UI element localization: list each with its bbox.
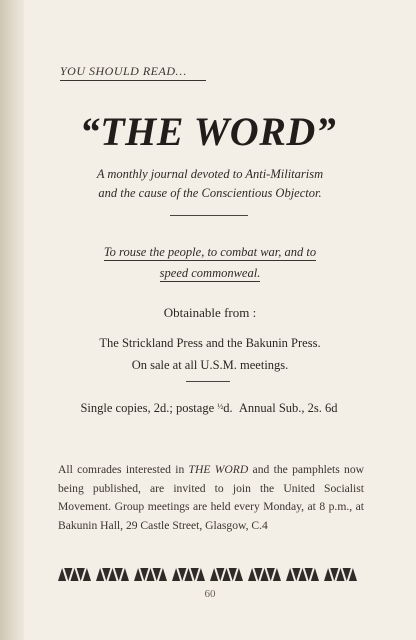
divider-rule (170, 215, 248, 216)
annual-subscription: Annual Sub., 2s. 6d (238, 401, 338, 415)
sources-line-1: The Strickland Press and the Bakunin Press. (99, 336, 321, 350)
subtitle-line-2: and the cause of the Conscientious Objector. (98, 186, 322, 200)
slogan-line-1-wrap (74, 243, 346, 261)
sources-line-2: On sale at all U.S.M. meetings. (131, 358, 289, 372)
slogan-line-2: speed commonweal. (159, 266, 261, 280)
journal-title: “THE WORD” (79, 109, 337, 154)
divider-rule-short (186, 381, 230, 382)
invitation-paragraph (58, 461, 364, 535)
slogan-line-2-wrap (74, 264, 346, 282)
triangle-ornament-border (58, 566, 362, 582)
sources-block (40, 332, 380, 376)
journal-subtitle (50, 165, 370, 203)
postage-fraction: ½ (217, 402, 224, 411)
page-number: 60 (204, 588, 216, 600)
subtitle-line-1: A monthly journal devoted to Anti-Militarism (96, 167, 324, 181)
prices-line (34, 398, 384, 417)
paragraph-journal-name: THE WORD (188, 463, 249, 476)
obtainable-heading: Obtainable from : (163, 305, 257, 320)
slogan-line-1: To rouse the people, to combat war, and to (103, 245, 317, 259)
postage-unit: d. (223, 401, 233, 415)
kicker-heading: YOU SHOULD READ… (60, 64, 206, 81)
single-copy-price: Single copies, 2d.; postage (80, 401, 215, 415)
paragraph-part-2: and the pamphlets now being published, are invited to join the United Socialist Movement. Group meetings are held every Monday, at 8 p.m., at Bakunin Hall, 29 Castle Street, Glasgow, C.4 (58, 463, 364, 532)
paragraph-part-1: All comrades interested in (58, 463, 189, 476)
